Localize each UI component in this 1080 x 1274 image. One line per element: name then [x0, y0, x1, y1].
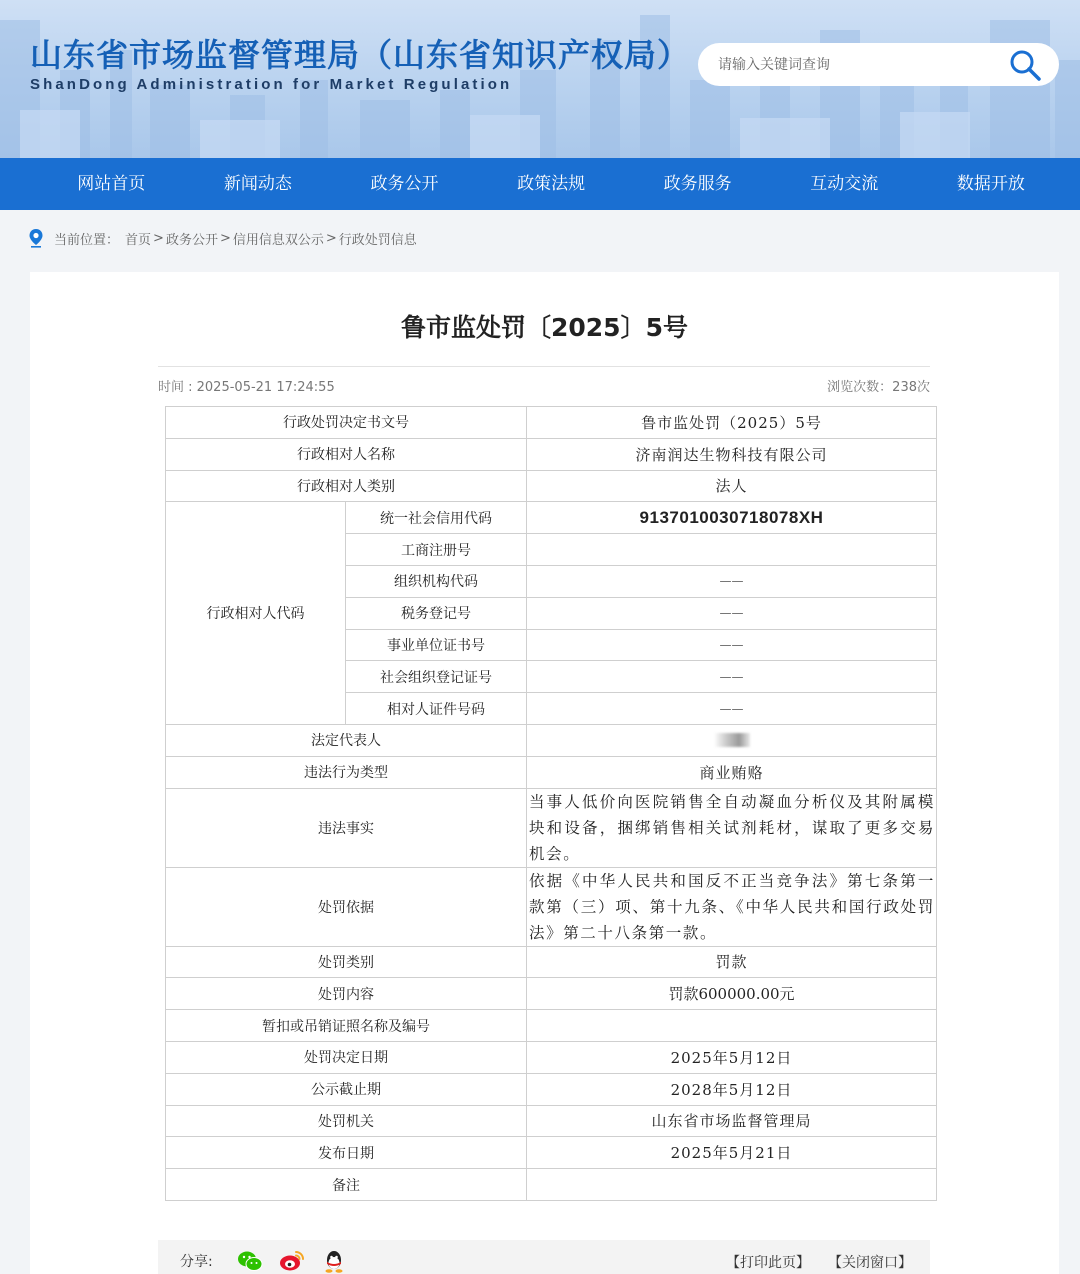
nav-item-gov-affairs[interactable]: 政务公开 [370, 174, 439, 194]
site-header [0, 0, 1080, 158]
table-row [166, 1073, 937, 1105]
code-group-label: 行政相对人代码 [166, 502, 346, 725]
row-label: 工商注册号 [346, 534, 527, 566]
breadcrumb-prefix: 当前位置： [54, 232, 120, 248]
row-value: —— [527, 693, 937, 725]
search-icon[interactable] [1008, 49, 1042, 81]
row-value: —— [527, 597, 937, 629]
row-value: 依据《中华人民共和国反不正当竞争法》第七条第一款第（三）项、第十九条、《中华人民共和国行政处罚法》第二十八条第一款。 [527, 867, 937, 946]
table-row [166, 788, 937, 867]
row-value: —— [527, 661, 937, 693]
row-value: —— [527, 565, 937, 597]
breadcrumb-gov-affairs[interactable]: 政务公开 [165, 232, 218, 248]
table-row [166, 502, 937, 534]
share-label: 分享: [180, 1254, 213, 1270]
publish-time: 时间 : 2025-05-21 17:24:55 [158, 380, 335, 395]
table-row [166, 470, 937, 502]
wechat-icon[interactable] [237, 1249, 263, 1273]
row-label: 公示截止期 [166, 1073, 527, 1105]
row-value [527, 724, 937, 756]
table-row [166, 1137, 937, 1169]
nav-item-interaction[interactable]: 互动交流 [810, 174, 879, 194]
row-label: 法定代表人 [166, 724, 527, 756]
row-value: 2025年5月21日 [527, 1137, 937, 1169]
row-label: 社会组织登记证号 [346, 661, 527, 693]
title-divider [158, 366, 930, 367]
nav-item-open-data[interactable]: 数据开放 [956, 174, 1025, 194]
row-label: 违法行为类型 [166, 756, 527, 788]
table-row [166, 1169, 937, 1201]
table-row [166, 724, 937, 756]
row-label: 处罚内容 [166, 978, 527, 1010]
nav-item-services[interactable]: 政务服务 [663, 174, 732, 194]
row-label: 处罚类别 [166, 946, 527, 978]
view-count: 浏览次数：238次 [827, 380, 930, 395]
row-label: 行政相对人名称 [166, 438, 527, 470]
breadcrumb-credit-info[interactable]: 信用信息双公示 [232, 232, 324, 248]
search-input[interactable] [718, 51, 988, 78]
row-label: 处罚依据 [166, 867, 527, 946]
row-value: 罚款600000.00元 [527, 978, 937, 1010]
row-value: 山东省市场监督管理局 [527, 1105, 937, 1137]
breadcrumb-penalty-info[interactable]: 行政处罚信息 [338, 232, 417, 248]
row-label: 发布日期 [166, 1137, 527, 1169]
row-value: 当事人低价向医院销售全自动凝血分析仪及其附属模块和设备，捆绑销售相关试剂耗材，谋取了更多交易机会。 [527, 788, 937, 867]
table-row [166, 1010, 937, 1042]
table-row [166, 1105, 937, 1137]
table-row [166, 946, 937, 978]
page-title: 鲁市监处罚〔2025〕5号 [401, 313, 688, 342]
table-row [166, 407, 937, 439]
row-value: 济南润达生物科技有限公司 [527, 438, 937, 470]
row-label: 行政处罚决定书文号 [166, 407, 527, 439]
row-value: 2025年5月12日 [527, 1041, 937, 1073]
main-nav [0, 158, 1080, 210]
content-card [30, 272, 1059, 1274]
row-value: 鲁市监处罚（2025）5号 [527, 407, 937, 439]
nav-item-policy[interactable]: 政策法规 [517, 174, 586, 194]
row-value [527, 534, 937, 566]
close-window-link[interactable]: 【关闭窗口】 [828, 1255, 912, 1271]
row-value [527, 1169, 937, 1201]
row-label: 处罚机关 [166, 1105, 527, 1137]
table-row [166, 756, 937, 788]
qq-icon[interactable] [321, 1249, 347, 1273]
row-label: 备注 [166, 1169, 527, 1201]
nav-item-home[interactable]: 网站首页 [77, 174, 146, 194]
redacted-name [714, 733, 750, 747]
table-row [166, 867, 937, 946]
row-label: 处罚决定日期 [166, 1041, 527, 1073]
table-row [166, 438, 937, 470]
row-value: 9137010030718078XH [527, 502, 937, 534]
row-value: 罚款 [527, 946, 937, 978]
row-value: —— [527, 629, 937, 661]
breadcrumb-separator: > [325, 230, 337, 246]
row-label: 相对人证件号码 [346, 693, 527, 725]
row-label: 违法事实 [166, 788, 527, 867]
row-label: 暂扣或吊销证照名称及编号 [166, 1010, 527, 1042]
row-label: 统一社会信用代码 [346, 502, 527, 534]
row-label: 税务登记号 [346, 597, 527, 629]
breadcrumb [28, 228, 417, 248]
breadcrumb-separator: > [219, 230, 231, 246]
weibo-icon[interactable] [279, 1249, 305, 1273]
row-label: 行政相对人类别 [166, 470, 527, 502]
penalty-info-table [165, 406, 937, 1201]
row-value: 法人 [527, 470, 937, 502]
row-value: 2028年5月12日 [527, 1073, 937, 1105]
print-page-link[interactable]: 【打印此页】 [726, 1255, 810, 1271]
nav-item-news[interactable]: 新闻动态 [223, 174, 292, 194]
search-box [698, 43, 1059, 86]
row-label: 事业单位证书号 [346, 629, 527, 661]
row-value [527, 1010, 937, 1042]
breadcrumb-home[interactable]: 首页 [125, 232, 152, 248]
site-title: 山东省市场监督管理局（山东省知识产权局） [30, 36, 691, 74]
table-row [166, 978, 937, 1010]
row-value: 商业贿赂 [527, 756, 937, 788]
row-label: 组织机构代码 [346, 565, 527, 597]
breadcrumb-separator: > [153, 230, 164, 246]
share-bar [158, 1240, 930, 1274]
site-subtitle: ShanDong Administration for Market Regulation [30, 76, 513, 93]
table-row [166, 1041, 937, 1073]
location-pin-icon [28, 228, 44, 248]
